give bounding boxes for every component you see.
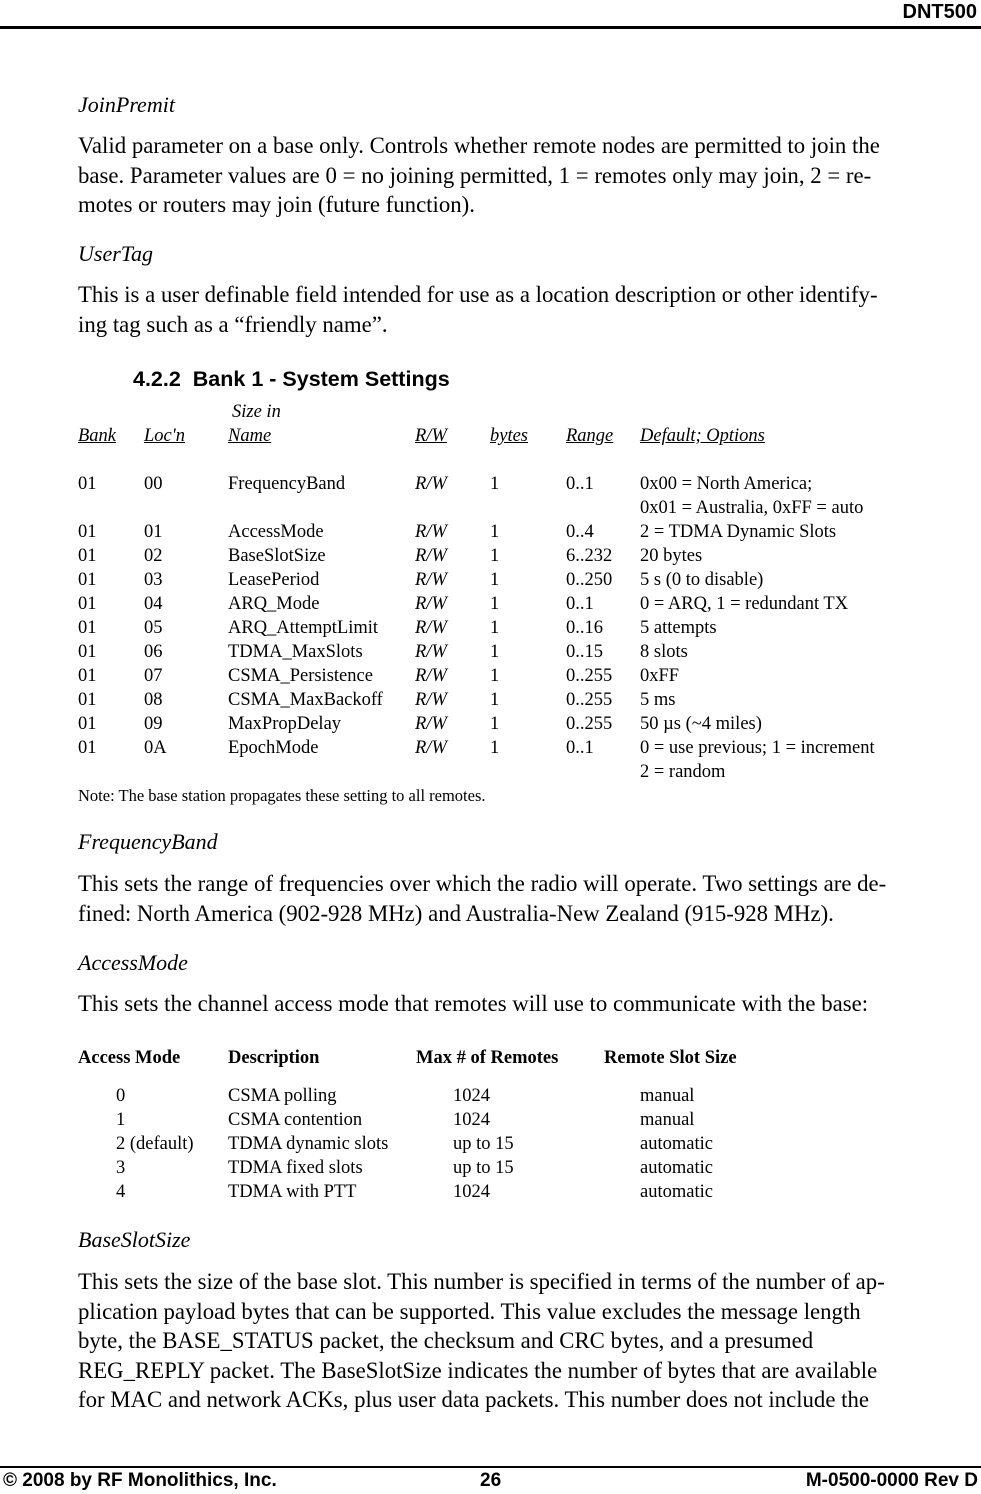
cell-name: BaseSlotSize <box>228 546 326 566</box>
cell-bank: 01 <box>78 714 97 734</box>
cell-bank: 01 <box>78 522 97 542</box>
cell-mode: 2 (default) <box>116 1134 194 1154</box>
footer-copyright: © 2008 by RF Monolithics, Inc. <box>3 1470 277 1491</box>
cell-loc: 0A <box>144 738 167 758</box>
cell-range: 0..255 <box>566 666 613 686</box>
cell-default-cont: 0x01 = Australia, 0xFF = auto <box>640 498 864 518</box>
cell-default: 0x00 = North America; <box>640 474 813 494</box>
cell-bank: 01 <box>78 594 97 614</box>
col-header-description: Description <box>228 1048 320 1068</box>
cell-max-remotes: 1024 <box>453 1110 490 1130</box>
cell-bank: 01 <box>78 618 97 638</box>
cell-default: 0 = use previous; 1 = increment <box>640 738 875 758</box>
footer-page-number: 26 <box>480 1470 502 1491</box>
cell-default-cont: 2 = random <box>640 762 726 782</box>
cell-slot-size: automatic <box>640 1182 713 1202</box>
cell-name: TDMA_MaxSlots <box>228 642 363 662</box>
cell-name: ARQ_AttemptLimit <box>228 618 379 638</box>
baseslotsize-line: This sets the size of the base slot. This number is specified in terms of the number of ap- <box>78 1269 885 1294</box>
cell-mode: 0 <box>116 1086 126 1106</box>
cell-range: 0..16 <box>566 618 603 638</box>
cell-max-remotes: up to 15 <box>453 1158 514 1178</box>
cell-size: 1 <box>490 618 500 638</box>
cell-rw: R/W <box>415 714 447 734</box>
cell-bank: 01 <box>78 738 97 758</box>
col-header-default: Default; Options <box>640 426 765 446</box>
cell-description: CSMA polling <box>228 1086 337 1106</box>
cell-name: AccessMode <box>228 522 324 542</box>
col-header-slot-size: Remote Slot Size <box>604 1048 737 1068</box>
cell-loc: 09 <box>144 714 163 734</box>
cell-mode: 4 <box>116 1182 126 1202</box>
frequencyband-line: fined: North America (902-928 MHz) and Australia-New Zealand (915-928 MHz). <box>78 900 834 926</box>
frequencyband-heading: FrequencyBand <box>78 829 218 854</box>
baseslotsize-line: for MAC and network ACKs, plus user data packets. This number does not include the <box>78 1387 870 1412</box>
cell-size: 1 <box>490 594 500 614</box>
joinpremit-heading: JoinPremit <box>78 92 175 117</box>
cell-default: 20 bytes <box>640 546 703 566</box>
cell-rw: R/W <box>415 666 447 686</box>
col-header-max-remotes: Max # of Remotes <box>416 1048 559 1068</box>
footer-doc-number: M-0500-0000 Rev D <box>805 1470 978 1491</box>
table-note: Note: The base station propagates these setting to all remotes. <box>78 786 486 805</box>
footer-rule <box>0 1466 981 1468</box>
section-title: Bank 1 - System Settings <box>192 367 450 391</box>
cell-size: 1 <box>490 570 500 590</box>
cell-loc: 02 <box>144 546 163 566</box>
cell-bank: 01 <box>78 546 97 566</box>
cell-rw: R/W <box>415 474 447 494</box>
cell-loc: 03 <box>144 570 163 590</box>
cell-slot-size: automatic <box>640 1134 713 1154</box>
cell-max-remotes: 1024 <box>453 1086 490 1106</box>
usertag-heading: UserTag <box>78 241 153 266</box>
cell-rw: R/W <box>415 546 447 566</box>
cell-name: ARQ_Mode <box>228 594 320 614</box>
cell-default: 5 attempts <box>640 618 717 638</box>
header-rule <box>0 26 981 29</box>
baseslotsize-line: byte, the BASE_STATUS packet, the checksum and CRC bytes, and a presumed <box>78 1328 814 1353</box>
cell-size: 1 <box>490 714 500 734</box>
col-header-bank: Bank <box>78 426 117 446</box>
cell-default: 5 s (0 to disable) <box>640 570 764 590</box>
cell-name: EpochMode <box>228 738 319 758</box>
cell-bank: 01 <box>78 642 97 662</box>
cell-name: MaxPropDelay <box>228 714 342 734</box>
cell-loc: 05 <box>144 618 163 638</box>
baseslotsize-line: REG_REPLY packet. The BaseSlotSize indicates the number of bytes that are available <box>78 1357 878 1383</box>
col-header-size: bytes <box>490 426 529 446</box>
cell-range: 0..15 <box>566 642 603 662</box>
cell-description: TDMA dynamic slots <box>228 1134 389 1154</box>
section-heading <box>133 366 450 392</box>
cell-range: 0..1 <box>566 594 594 614</box>
frequencyband-line: This sets the range of frequencies over which the radio will operate. Two settings are de- <box>78 871 887 896</box>
cell-name: FrequencyBand <box>228 474 346 494</box>
cell-size: 1 <box>490 474 500 494</box>
cell-range: 0..1 <box>566 738 594 758</box>
cell-default: 5 ms <box>640 690 676 710</box>
cell-max-remotes: 1024 <box>453 1182 490 1202</box>
cell-range: 0..4 <box>566 522 594 542</box>
cell-name: CSMA_Persistence <box>228 666 373 686</box>
cell-loc: 06 <box>144 642 163 662</box>
cell-range: 6..232 <box>566 546 613 566</box>
usertag-line: ing tag such as a “friendly name”. <box>78 311 388 337</box>
joinpremit-line: motes or routers may join (future function). <box>78 192 475 217</box>
accessmode-line: This sets the channel access mode that remotes will use to communicate with the base: <box>78 991 869 1016</box>
cell-loc: 01 <box>144 522 163 542</box>
cell-size: 1 <box>490 738 500 758</box>
cell-loc: 00 <box>144 474 163 494</box>
cell-slot-size: manual <box>640 1086 695 1106</box>
col-header-size-top: Size in <box>232 402 281 422</box>
cell-range: 0..255 <box>566 690 613 710</box>
cell-size: 1 <box>490 666 500 686</box>
accessmode-heading: AccessMode <box>78 950 188 975</box>
cell-default: 0 = ARQ, 1 = redundant TX <box>640 594 849 614</box>
cell-name: LeasePeriod <box>228 570 320 590</box>
cell-description: TDMA with PTT <box>228 1182 357 1202</box>
col-header-range: Range <box>566 426 614 446</box>
cell-bank: 01 <box>78 474 97 494</box>
cell-rw: R/W <box>415 618 447 638</box>
col-header-loc: Loc'n <box>144 426 185 446</box>
cell-mode: 1 <box>116 1110 126 1130</box>
joinpremit-line: base. Parameter values are 0 = no joining permitted, 1 = remotes only may join, 2 = re- <box>78 162 872 188</box>
cell-description: CSMA contention <box>228 1110 363 1130</box>
baseslotsize-heading: BaseSlotSize <box>78 1227 191 1252</box>
cell-rw: R/W <box>415 594 447 614</box>
cell-size: 1 <box>490 522 500 542</box>
cell-default: 0xFF <box>640 666 680 686</box>
joinpremit-line: Valid parameter on a base only. Controls whether remote nodes are permitted to join the <box>78 133 880 158</box>
cell-bank: 01 <box>78 666 97 686</box>
col-header-name: Name <box>228 426 272 446</box>
cell-max-remotes: up to 15 <box>453 1134 514 1154</box>
cell-size: 1 <box>490 690 500 710</box>
col-header-rw: R/W <box>415 426 447 446</box>
cell-default: 8 slots <box>640 642 688 662</box>
document-title: DNT500 <box>902 1 977 23</box>
cell-rw: R/W <box>415 738 447 758</box>
cell-size: 1 <box>490 642 500 662</box>
cell-loc: 08 <box>144 690 163 710</box>
cell-loc: 04 <box>144 594 163 614</box>
cell-range: 0..250 <box>566 570 613 590</box>
cell-description: TDMA fixed slots <box>228 1158 363 1178</box>
cell-size: 1 <box>490 546 500 566</box>
baseslotsize-line: plication payload bytes that can be supported. This value excludes the message length <box>78 1298 861 1324</box>
cell-rw: R/W <box>415 522 447 542</box>
cell-default: 50 µs (~4 miles) <box>640 714 762 734</box>
cell-slot-size: automatic <box>640 1158 713 1178</box>
cell-loc: 07 <box>144 666 163 686</box>
cell-rw: R/W <box>415 642 447 662</box>
cell-range: 0..1 <box>566 474 594 494</box>
cell-default: 2 = TDMA Dynamic Slots <box>640 522 837 542</box>
cell-bank: 01 <box>78 690 97 710</box>
cell-rw: R/W <box>415 690 447 710</box>
cell-slot-size: manual <box>640 1110 695 1130</box>
section-number: 4.2.2 <box>133 367 181 391</box>
col-header-access-mode: Access Mode <box>78 1048 181 1068</box>
cell-bank: 01 <box>78 570 97 590</box>
cell-name: CSMA_MaxBackoff <box>228 690 383 710</box>
cell-rw: R/W <box>415 570 447 590</box>
cell-range: 0..255 <box>566 714 613 734</box>
usertag-line: This is a user definable field intended for use as a location description or other identify- <box>78 282 878 307</box>
cell-mode: 3 <box>116 1158 126 1178</box>
